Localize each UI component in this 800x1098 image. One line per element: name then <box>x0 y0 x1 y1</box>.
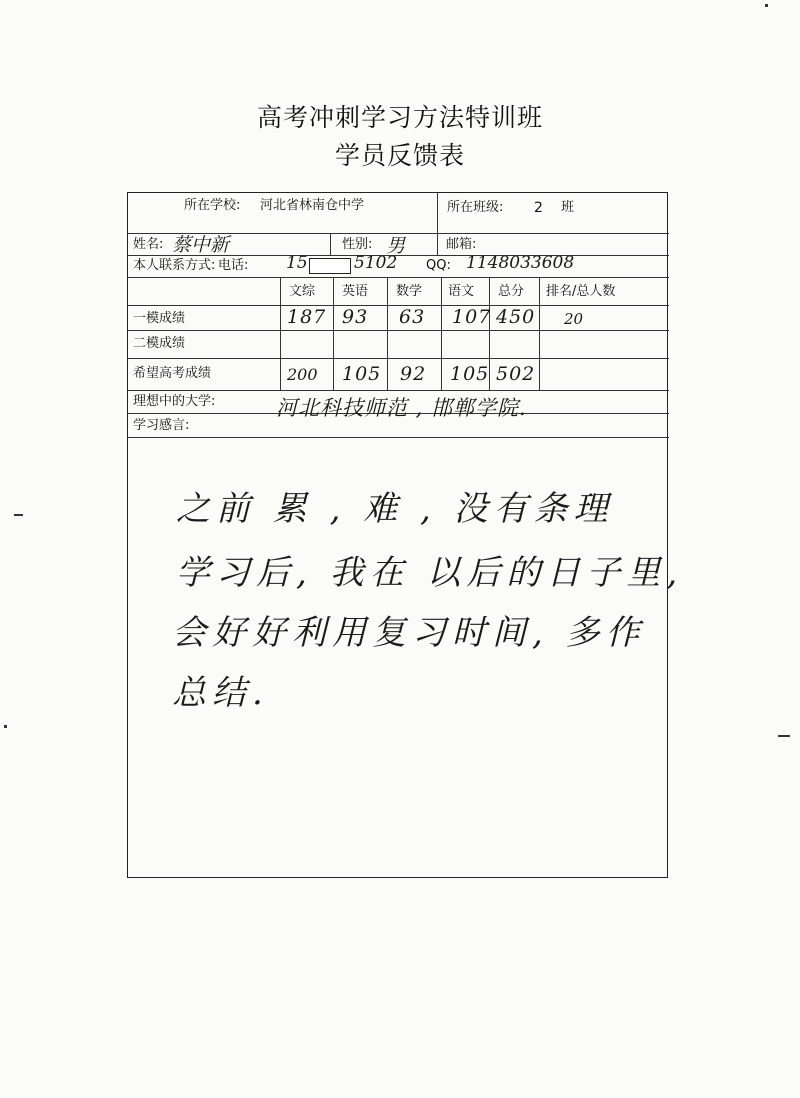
row-label: 二模成绩 <box>133 336 186 351</box>
gender-label: 性别: <box>342 237 373 252</box>
email-label: 邮箱: <box>446 237 477 252</box>
col-header: 英语 <box>342 284 369 299</box>
reflection-line: 总结. <box>172 673 269 713</box>
qq-value: 1148033608 <box>466 253 575 273</box>
score-cell: 200 <box>287 365 318 384</box>
col-divider <box>441 277 442 390</box>
col-divider <box>333 277 334 390</box>
row-divider <box>128 390 669 391</box>
class-suffix: 班 <box>561 200 575 215</box>
scan-speck <box>778 735 790 737</box>
scan-speck <box>765 4 768 7</box>
score-cell: 63 <box>399 306 426 328</box>
score-cell: 187 <box>287 306 327 328</box>
score-cell: 105 <box>450 363 490 385</box>
qq-label: QQ: <box>426 258 451 273</box>
col-divider <box>437 193 438 233</box>
name-label: 姓名: <box>133 237 164 252</box>
score-cell: 105 <box>342 363 382 385</box>
university-value: 河北科技师范 , 邯郸学院. <box>276 396 527 420</box>
reflection-line: 之前 累 , 难 , 没有条理 <box>176 489 614 529</box>
phone-end: 5102 <box>354 253 398 273</box>
col-divider <box>437 233 438 255</box>
score-cell: 93 <box>342 306 369 328</box>
phone-label: 电话: <box>218 258 249 273</box>
col-header: 排名/总人数 <box>546 284 616 299</box>
school-label: 所在学校: <box>184 198 241 213</box>
reflection-label: 学习感言: <box>133 418 190 433</box>
name-value: 蔡中新 <box>172 234 230 256</box>
row-label: 希望高考成绩 <box>133 366 212 381</box>
col-header: 数学 <box>396 284 423 299</box>
col-divider <box>387 277 388 390</box>
row-divider <box>128 437 669 438</box>
class-label: 所在班级: <box>447 200 504 215</box>
scan-speck <box>14 514 23 516</box>
title-line2: 学员反馈表 <box>334 141 465 170</box>
col-divider <box>330 233 331 255</box>
phone-start: 15 <box>286 253 308 273</box>
row-divider <box>128 277 669 278</box>
contact-label: 本人联系方式: <box>133 258 216 273</box>
score-cell: 92 <box>400 363 427 385</box>
gender-value: 男 <box>386 235 406 257</box>
row-divider <box>128 330 669 331</box>
score-cell: 107 <box>452 306 492 328</box>
feedback-form <box>127 192 684 878</box>
score-cell: 502 <box>496 363 536 385</box>
col-header: 文综 <box>289 284 316 299</box>
col-divider <box>539 277 540 390</box>
reflection-line: 学习后, 我在 以后的日子里, <box>176 553 684 593</box>
reflection-line: 会好好利用复习时间, 多作 <box>172 613 646 653</box>
redaction-box <box>309 258 351 274</box>
col-header: 语文 <box>448 284 475 299</box>
scan-speck <box>4 725 7 728</box>
class-value: 2 <box>534 200 543 216</box>
row-divider <box>128 358 669 359</box>
university-label: 理想中的大学: <box>133 394 216 409</box>
row-label: 一模成绩 <box>133 311 186 326</box>
title-line1: 高考冲刺学习方法特训班 <box>256 103 543 132</box>
score-cell: 20 <box>564 310 584 328</box>
score-cell: 450 <box>496 306 536 328</box>
school-value: 河北省林南仓中学 <box>260 198 365 213</box>
col-divider <box>280 277 281 390</box>
col-header: 总分 <box>498 284 525 299</box>
